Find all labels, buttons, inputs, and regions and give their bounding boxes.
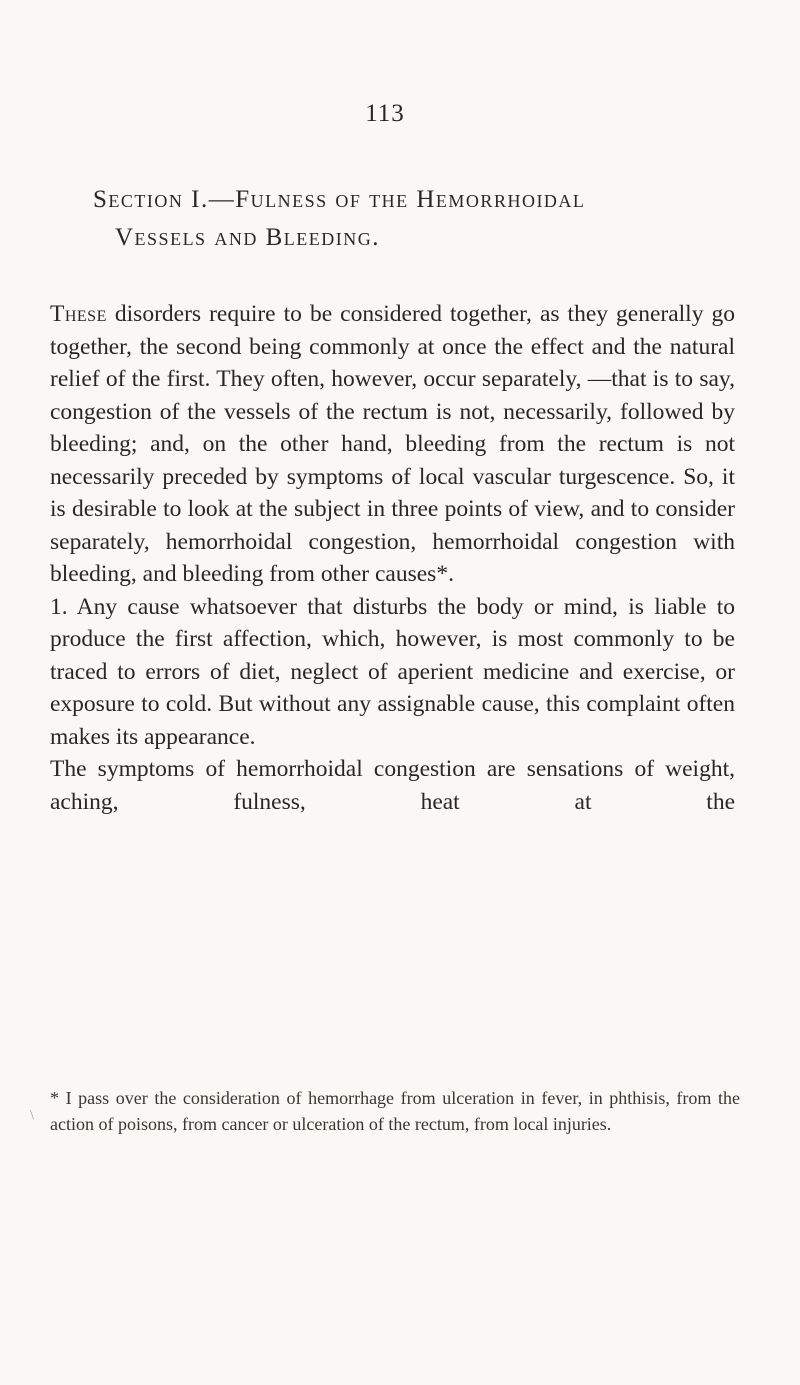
paragraph-1-lead: These <box>50 301 107 327</box>
paragraph-3-text: The symptoms of hemorrhoidal congestion are sensations of weight, aching, fulness, heat at the <box>50 756 735 815</box>
paragraph-3 <box>50 753 735 818</box>
section-heading <box>93 181 733 257</box>
footnote-text: * I pass over the consideration of hemorrhage from ulceration in fever, in phthisis, from the action of poisons, from cancer or ulceration of the rectum, from local injuries. <box>50 1088 740 1134</box>
paragraph-1-text: disorders require to be considered together, as they generally go together, the second being commonly at once the effect and the natural relief of the first. They often, however, occur separately, —that is to say, congestion of the vessels of the rectum is not, necessarily, followed by bleeding; and, on the other hand, bleeding from the rectum is not necessarily preceded by symptoms of local vascular turgescence. So, it is desirable to look at the subject in three points of view, and to consider separately, hemorrhoidal congestion, hemorrhoidal congestion with bleeding, and bleeding from other causes*. <box>50 301 735 587</box>
paragraph-1 <box>50 298 735 591</box>
section-heading-line-2: Vessels and Bleeding. <box>115 224 380 251</box>
margin-mark: \ <box>30 1108 34 1123</box>
footnote <box>50 1085 740 1137</box>
paragraph-2-lead: 1. <box>50 593 68 620</box>
paragraph-2-text: Any cause whatsoever that disturbs the body or mind, is liable to produce the first affection, which, however, is most commonly to be traced to errors of diet, neglect of aperient medicine and exercise, or exposure to cold. But without any assignable cause, this complaint often makes its appearance. <box>50 593 735 750</box>
body-text <box>50 298 735 818</box>
paragraph-2 <box>50 591 735 754</box>
section-heading-line-1: Section I.—Fulness of the Hemorrhoidal <box>93 186 586 213</box>
page-number: 113 <box>365 100 405 127</box>
